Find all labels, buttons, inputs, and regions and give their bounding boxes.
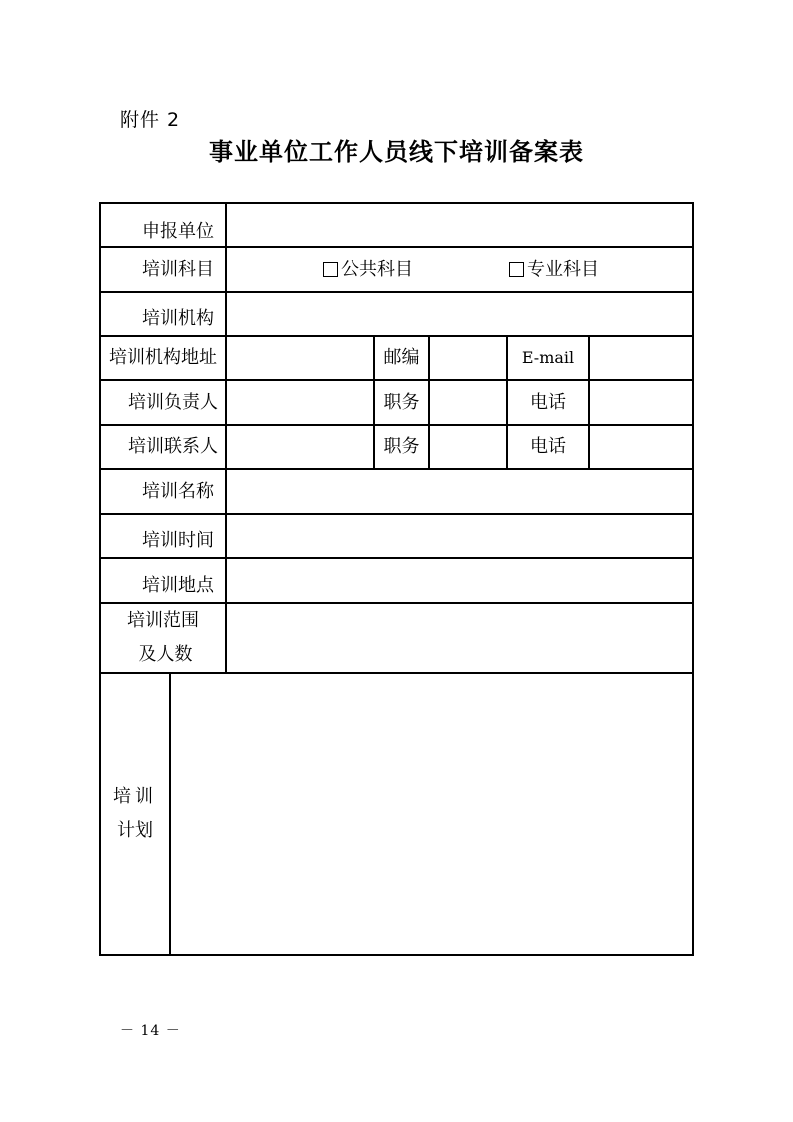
training-scope-field[interactable] [227, 604, 692, 672]
public-subject-label: 公共科目 [341, 258, 413, 280]
training-plan-label [101, 674, 169, 954]
responsible-person-field[interactable] [227, 381, 373, 424]
contact-position-field[interactable] [430, 426, 506, 468]
responsible-phone-field[interactable] [590, 381, 692, 424]
training-subject-label: 培训科目 [142, 258, 214, 280]
professional-subject-checkbox[interactable] [509, 262, 524, 277]
attachment-label: 附件 2 [120, 109, 181, 131]
form-title: 事业单位工作人员线下培训备案表 [209, 137, 584, 166]
contact-person-field[interactable] [227, 426, 373, 468]
training-scope-label-line-2: 及人数 [138, 644, 193, 665]
training-time-label: 培训时间 [142, 530, 214, 551]
responsible-person-label: 培训负责人 [128, 391, 218, 413]
contact-phone-field[interactable] [590, 426, 692, 468]
table-bottom-border [99, 954, 694, 956]
training-scope-label [101, 604, 225, 672]
responsible-phone-label: 电话 [530, 391, 566, 413]
page-number: － 14 － [120, 1023, 181, 1039]
professional-subject-label: 专业科目 [527, 258, 599, 280]
professional-subject-option[interactable] [509, 248, 599, 291]
training-name-field[interactable] [227, 470, 692, 513]
reporting-unit-label: 申报单位 [142, 221, 214, 242]
postal-code-label: 邮编 [383, 347, 420, 368]
public-subject-option[interactable] [323, 248, 413, 291]
responsible-position-label: 职务 [383, 391, 420, 413]
training-plan-field[interactable] [171, 674, 692, 954]
public-subject-checkbox[interactable] [323, 262, 338, 277]
table-right-border [692, 202, 694, 956]
reporting-unit-field[interactable] [227, 204, 692, 246]
email-field[interactable] [590, 337, 692, 379]
contact-position-label: 职务 [383, 436, 420, 457]
email-label: E-mail [521, 348, 575, 367]
training-location-field[interactable] [227, 559, 692, 602]
training-filing-form [99, 202, 694, 956]
responsible-position-field[interactable] [430, 381, 506, 424]
institution-address-field[interactable] [227, 337, 373, 379]
training-institution-label: 培训机构 [142, 308, 214, 329]
training-plan-label-line-1: 培训 [113, 786, 157, 807]
training-scope-label-line-1: 培训范围 [127, 610, 199, 631]
contact-phone-label: 电话 [530, 436, 566, 457]
training-location-label: 培训地点 [142, 574, 214, 596]
institution-address-label: 培训机构地址 [109, 347, 217, 368]
training-time-field[interactable] [227, 515, 692, 557]
training-name-label: 培训名称 [142, 480, 214, 502]
contact-person-label: 培训联系人 [128, 436, 218, 457]
training-plan-label-line-2: 计划 [117, 820, 153, 841]
postal-code-field[interactable] [430, 337, 506, 379]
training-institution-field[interactable] [227, 293, 692, 335]
